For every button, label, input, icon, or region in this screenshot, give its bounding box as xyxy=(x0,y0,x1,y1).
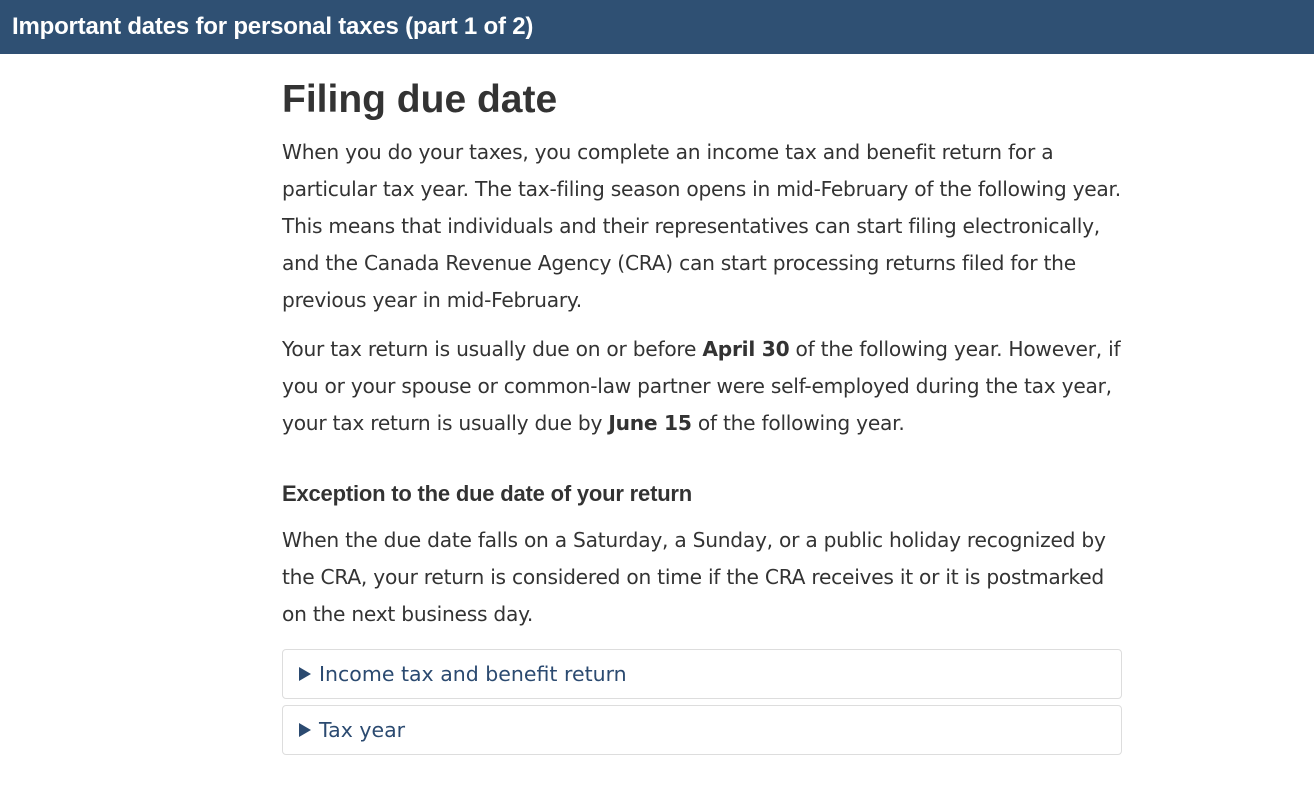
expander-label: Tax year xyxy=(319,718,406,742)
expander-income-tax-return[interactable] xyxy=(282,649,1122,699)
due-text-part2: of the following year. However, if you or your spouse or common-law partner were self-employed during the tax year, your tax return is usually due by xyxy=(282,337,1121,435)
expander-label: Income tax and benefit return xyxy=(319,662,627,686)
page-title: Filing due date xyxy=(282,78,558,121)
expander-tax-year[interactable] xyxy=(282,705,1122,755)
triangle-right-icon xyxy=(299,667,311,681)
due-date-june: June 15 xyxy=(608,411,692,435)
header-title: Important dates for personal taxes (part 1 of 2) xyxy=(12,13,534,40)
exception-heading: Exception to the due date of your return xyxy=(282,481,693,506)
due-date-april: April 30 xyxy=(702,337,790,361)
intro-paragraph: When you do your taxes, you complete an income tax and benefit return for a particular tax year. The tax-filing season opens in mid-February of the following year. This means that individuals and their representatives can start filing electronically, and the Canada Revenue Agency (CRA) can start processing returns filed for the previous year in mid-February. xyxy=(282,140,1121,312)
header-bar xyxy=(0,0,1314,54)
due-text-part1: Your tax return is usually due on or before xyxy=(282,337,703,361)
triangle-right-icon xyxy=(299,723,311,737)
main-content xyxy=(282,76,1122,755)
due-text-part3: of the following year. xyxy=(691,411,905,435)
exception-paragraph: When the due date falls on a Saturday, a Sunday, or a public holiday recognized by the CRA, your return is considered on time if the CRA receives it or it is postmarked on the next business day. xyxy=(282,528,1106,626)
due-date-paragraph xyxy=(282,331,1122,442)
